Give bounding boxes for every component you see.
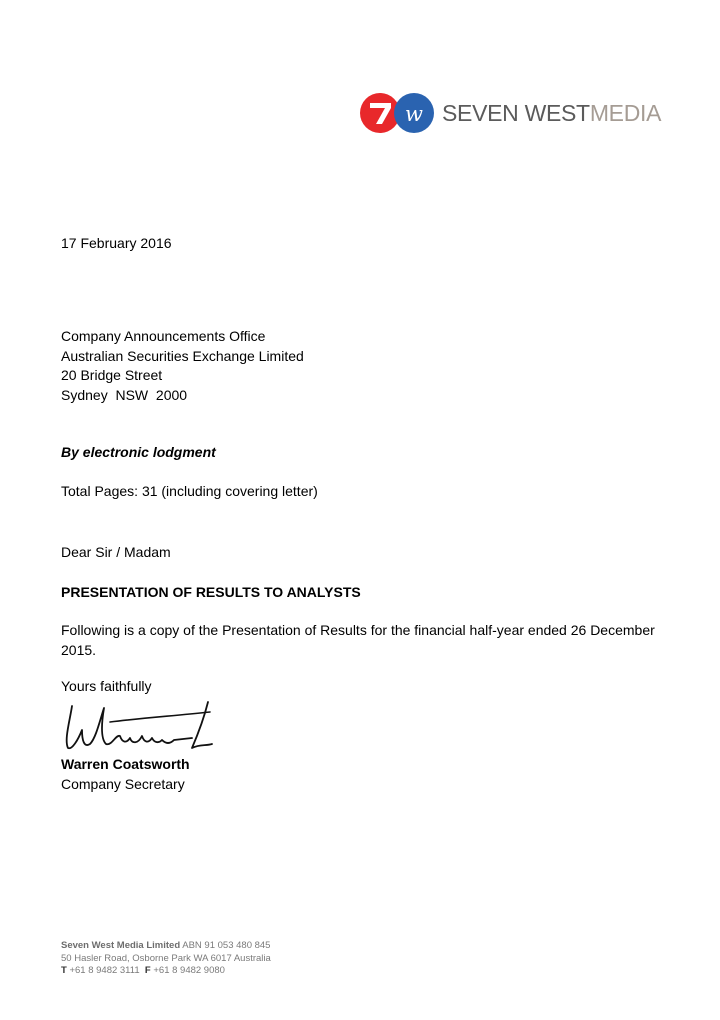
logo-wordmark: [442, 100, 661, 127]
footer-address: 50 Hasler Road, Osborne Park WA 6017 Australia: [61, 952, 271, 964]
logo-word-media: MEDIA: [589, 99, 662, 126]
footer-abn: ABN 91 053 480 845: [180, 940, 271, 951]
total-pages: Total Pages: 31 (including covering letter): [61, 483, 318, 499]
company-footer: [61, 940, 271, 978]
signer-name: Warren Coatsworth: [61, 756, 190, 772]
footer-company: Seven West Media Limited: [61, 940, 181, 951]
letter-body: Following is a copy of the Presentation of Results for the financial half-year ended 26 December 2015.: [61, 622, 655, 658]
logo-mark: [360, 90, 434, 136]
footer-fax: +61 8 9482 9080: [150, 965, 225, 976]
recipient-line: Australian Securities Exchange Limited: [61, 347, 304, 364]
recipient-line: Company Announcements Office: [61, 328, 266, 344]
letter-heading: PRESENTATION OF RESULTS TO ANALYSTS: [61, 584, 361, 600]
closing: Yours faithfully: [61, 678, 152, 694]
seven-west-media-logo: [360, 90, 661, 136]
footer-contact-line: [61, 965, 271, 978]
recipient-address: [61, 327, 304, 405]
recipient-line: Sydney NSW 2000: [61, 386, 188, 403]
footer-phone: +61 8 9482 3111: [66, 965, 145, 976]
footer-company-line: [61, 940, 271, 953]
logo-word-seven-west: SEVEN WEST: [442, 99, 590, 126]
footer-phone-label: T: [61, 965, 67, 976]
letter-date: 17 February 2016: [61, 235, 172, 251]
signer-block: [61, 755, 190, 794]
lodgment-note: By electronic lodgment: [61, 444, 216, 460]
footer-fax-label: F: [144, 965, 151, 976]
recipient-line: 20 Bridge Street: [61, 367, 163, 383]
handwritten-signature: [62, 700, 214, 752]
svg-text:w: w: [405, 102, 423, 126]
signer-title: Company Secretary: [61, 775, 185, 792]
salutation: Dear Sir / Madam: [61, 544, 171, 560]
